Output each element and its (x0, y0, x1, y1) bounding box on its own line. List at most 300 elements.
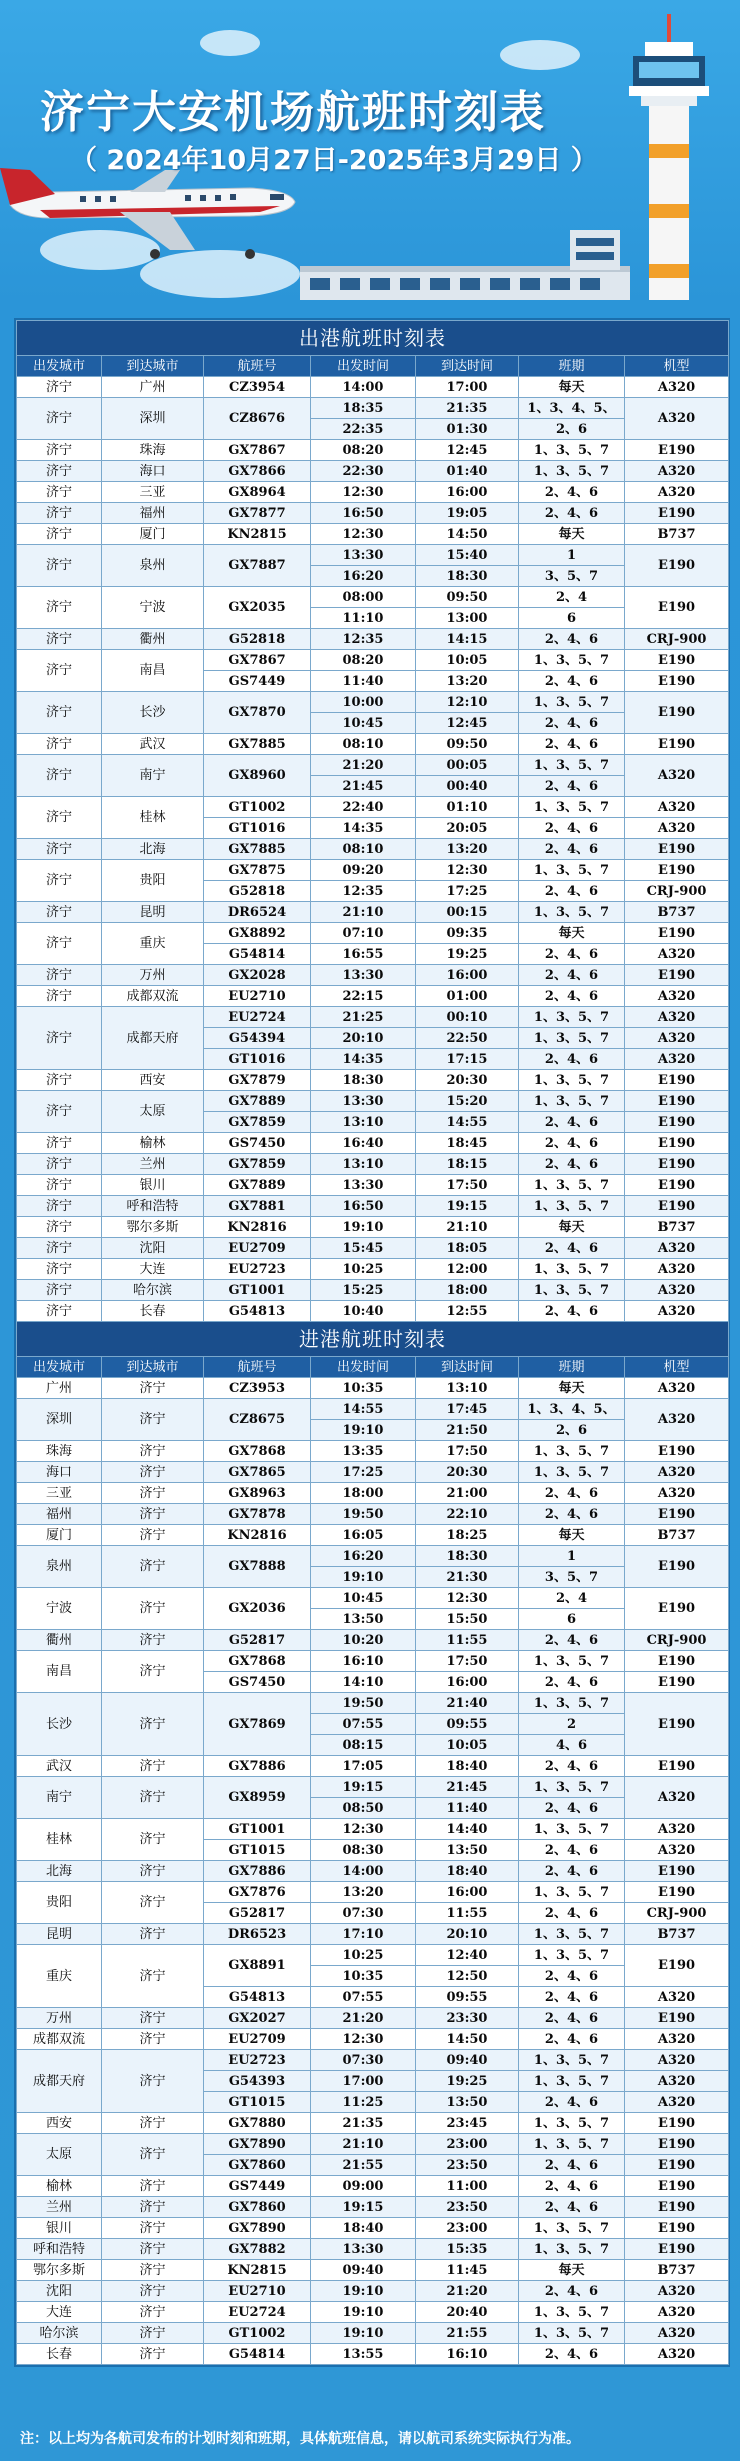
column-header: 到达城市 (102, 1357, 204, 1378)
arrival-time: 00:05 (416, 755, 519, 776)
flight-number: KN2816 (204, 1525, 311, 1546)
arrival-time: 13:00 (416, 608, 519, 629)
destination-city: 大连 (102, 1259, 204, 1280)
departure-time: 13:30 (311, 2239, 416, 2260)
arrival-time: 16:00 (416, 1882, 519, 1903)
schedule-days: 2、4、6 (519, 2197, 625, 2218)
flight-row (17, 1259, 729, 1280)
destination-city: 沈阳 (102, 1238, 204, 1259)
schedule-days: 2、6 (519, 419, 625, 440)
aircraft-type: A320 (625, 482, 729, 503)
schedule-days: 2、4、6 (519, 881, 625, 902)
arrival-time: 18:40 (416, 1756, 519, 1777)
departure-time: 21:35 (311, 2113, 416, 2134)
departure-time: 13:30 (311, 545, 416, 566)
departure-time: 20:10 (311, 1028, 416, 1049)
destination-city: 济宁 (102, 2260, 204, 2281)
origin-city: 昆明 (17, 1924, 102, 1945)
schedule-days: 2、4、6 (519, 1504, 625, 1525)
flight-row (17, 1945, 729, 1966)
aircraft-type: A320 (625, 1028, 729, 1049)
aircraft-type: E190 (625, 1175, 729, 1196)
aircraft-type: A320 (625, 1819, 729, 1840)
aircraft-type: E190 (625, 965, 729, 986)
flight-number: GX7870 (204, 692, 311, 734)
departure-time: 10:20 (311, 1630, 416, 1651)
flight-row (17, 2176, 729, 2197)
arrival-time: 22:10 (416, 1504, 519, 1525)
flight-row (17, 923, 729, 944)
origin-city: 南昌 (17, 1651, 102, 1693)
flight-number: GX7866 (204, 461, 311, 482)
column-header: 航班号 (204, 356, 311, 377)
departure-time: 13:10 (311, 1112, 416, 1133)
destination-city: 济宁 (102, 1441, 204, 1462)
departure-time: 16:20 (311, 566, 416, 587)
origin-city: 衢州 (17, 1630, 102, 1651)
destination-city: 成都双流 (102, 986, 204, 1007)
aircraft-type: A320 (625, 818, 729, 839)
schedule-days: 1、3、5、7 (519, 1259, 625, 1280)
destination-city: 北海 (102, 839, 204, 860)
destination-city: 济宁 (102, 1525, 204, 1546)
schedule-days: 2、4、6 (519, 1049, 625, 1070)
destination-city: 济宁 (102, 1756, 204, 1777)
origin-city: 武汉 (17, 1756, 102, 1777)
aircraft-type: A320 (625, 2323, 729, 2344)
origin-city: 太原 (17, 2134, 102, 2176)
flight-row (17, 2134, 729, 2155)
aircraft-type: E190 (625, 440, 729, 461)
flight-number: CZ3953 (204, 1378, 311, 1399)
arrival-time: 17:50 (416, 1175, 519, 1196)
aircraft-type: A320 (625, 1007, 729, 1028)
arrival-time: 22:50 (416, 1028, 519, 1049)
aircraft-type: E190 (625, 1756, 729, 1777)
origin-city: 济宁 (17, 482, 102, 503)
flight-number: GX7867 (204, 650, 311, 671)
cloud-decoration (500, 40, 580, 70)
schedule-days: 2、4、6 (519, 1672, 625, 1693)
flight-row (17, 1588, 729, 1609)
origin-city: 济宁 (17, 923, 102, 965)
aircraft-type: CRJ-900 (625, 881, 729, 902)
flight-number: GX7868 (204, 1441, 311, 1462)
schedule-days: 1、3、5、7 (519, 902, 625, 923)
destination-city: 西安 (102, 1070, 204, 1091)
flight-row (17, 2029, 729, 2050)
origin-city: 桂林 (17, 1819, 102, 1861)
aircraft-type: A320 (625, 755, 729, 797)
destination-city: 深圳 (102, 398, 204, 440)
departure-time: 12:35 (311, 881, 416, 902)
schedule-days: 1、3、5、7 (519, 1007, 625, 1028)
destination-city: 济宁 (102, 1378, 204, 1399)
schedule-days: 2、4、6 (519, 734, 625, 755)
destination-city: 济宁 (102, 2029, 204, 2050)
arrival-time: 15:50 (416, 1609, 519, 1630)
origin-city: 济宁 (17, 440, 102, 461)
aircraft-type: A320 (625, 1259, 729, 1280)
origin-city: 鄂尔多斯 (17, 2260, 102, 2281)
schedule-days: 1、3、5、7 (519, 2134, 625, 2155)
destination-city: 济宁 (102, 1588, 204, 1630)
departure-time: 18:40 (311, 2218, 416, 2239)
flight-number: GX8959 (204, 1777, 311, 1819)
flight-row (17, 839, 729, 860)
arrival-time: 13:20 (416, 839, 519, 860)
destination-city: 济宁 (102, 1546, 204, 1588)
aircraft-type: A320 (625, 986, 729, 1007)
flight-number: GX8892 (204, 923, 311, 944)
flight-row (17, 1091, 729, 1112)
origin-city: 济宁 (17, 1070, 102, 1091)
flight-row (17, 1217, 729, 1238)
aircraft-type: A320 (625, 398, 729, 440)
schedule-days: 1、3、5、7 (519, 755, 625, 776)
arrival-time: 10:05 (416, 650, 519, 671)
flight-number: GT1015 (204, 1840, 311, 1861)
arrival-time: 12:30 (416, 1588, 519, 1609)
origin-city: 济宁 (17, 1238, 102, 1259)
flight-row (17, 461, 729, 482)
arrival-time: 12:45 (416, 713, 519, 734)
flight-number: GX2036 (204, 1588, 311, 1630)
schedule-days: 每天 (519, 1525, 625, 1546)
aircraft-type: E190 (625, 1546, 729, 1588)
flight-number: GS7449 (204, 671, 311, 692)
arrival-time: 13:20 (416, 671, 519, 692)
arrival-time: 19:05 (416, 503, 519, 524)
flight-row (17, 2323, 729, 2344)
destination-city: 珠海 (102, 440, 204, 461)
aircraft-type: A320 (625, 1987, 729, 2008)
date-range: （ 2024年10月27日-2025年3月29日 ） (70, 145, 598, 176)
departure-time: 16:50 (311, 1196, 416, 1217)
departure-time: 12:30 (311, 482, 416, 503)
flight-number: GX7869 (204, 1693, 311, 1756)
flight-row (17, 965, 729, 986)
schedule-days: 2、4、6 (519, 2008, 625, 2029)
destination-city: 南宁 (102, 755, 204, 797)
aircraft-type: E190 (625, 587, 729, 629)
arrival-time: 09:50 (416, 734, 519, 755)
arrival-time: 19:15 (416, 1196, 519, 1217)
schedule-days: 2、4、6 (519, 1630, 625, 1651)
column-header-row (17, 356, 729, 377)
departure-time: 17:00 (311, 2071, 416, 2092)
aircraft-type: A320 (625, 2092, 729, 2113)
arrival-time: 23:45 (416, 2113, 519, 2134)
terminal-building-illustration (300, 230, 630, 300)
aircraft-type: CRJ-900 (625, 1903, 729, 1924)
column-header: 到达时间 (416, 356, 519, 377)
arrival-time: 16:00 (416, 482, 519, 503)
flight-number: GX7886 (204, 1861, 311, 1882)
schedule-days: 1、3、5、7 (519, 2302, 625, 2323)
origin-city: 济宁 (17, 1133, 102, 1154)
departure-time: 07:55 (311, 1714, 416, 1735)
schedule-days: 1、3、5、7 (519, 1091, 625, 1112)
arrival-time: 12:50 (416, 1966, 519, 1987)
origin-city: 泉州 (17, 1546, 102, 1588)
origin-city: 南宁 (17, 1777, 102, 1819)
arrival-time: 12:30 (416, 860, 519, 881)
timetable-panel (14, 318, 730, 2367)
aircraft-type: A320 (625, 1049, 729, 1070)
origin-city: 宁波 (17, 1588, 102, 1630)
departure-time: 10:25 (311, 1945, 416, 1966)
aircraft-type: E190 (625, 650, 729, 671)
section-title-row (17, 1322, 729, 1357)
destination-city: 衢州 (102, 629, 204, 650)
arrival-time: 21:50 (416, 1420, 519, 1441)
departure-time: 19:10 (311, 2281, 416, 2302)
aircraft-type: E190 (625, 1133, 729, 1154)
aircraft-type: CRJ-900 (625, 629, 729, 650)
aircraft-type: A320 (625, 797, 729, 818)
destination-city: 哈尔滨 (102, 1280, 204, 1301)
arrival-time: 20:10 (416, 1924, 519, 1945)
schedule-days: 6 (519, 1609, 625, 1630)
schedule-days: 2、4、6 (519, 1903, 625, 1924)
flight-number: GX7881 (204, 1196, 311, 1217)
schedule-days: 2、4、6 (519, 671, 625, 692)
cloud-decoration (200, 30, 260, 56)
origin-city: 成都双流 (17, 2029, 102, 2050)
arrival-time: 23:50 (416, 2155, 519, 2176)
flight-number: GX2035 (204, 587, 311, 629)
arrival-time: 21:00 (416, 1483, 519, 1504)
schedule-days: 2、4、6 (519, 944, 625, 965)
destination-city: 海口 (102, 461, 204, 482)
departure-time: 08:20 (311, 650, 416, 671)
arrival-time: 14:50 (416, 524, 519, 545)
aircraft-type: A320 (625, 2071, 729, 2092)
flight-number: G54393 (204, 2071, 311, 2092)
arrival-time: 23:50 (416, 2197, 519, 2218)
schedule-days: 2、4、6 (519, 2281, 625, 2302)
arrival-time: 10:05 (416, 1735, 519, 1756)
aircraft-type: A320 (625, 1777, 729, 1819)
origin-city: 济宁 (17, 1217, 102, 1238)
destination-city: 济宁 (102, 1924, 204, 1945)
departure-time: 16:55 (311, 944, 416, 965)
flight-number: GX7867 (204, 440, 311, 461)
destination-city: 太原 (102, 1091, 204, 1133)
departure-time: 07:30 (311, 1903, 416, 1924)
arrival-time: 18:00 (416, 1280, 519, 1301)
arrival-time: 17:45 (416, 1399, 519, 1420)
flight-number: GX7885 (204, 734, 311, 755)
flight-number: G52818 (204, 629, 311, 650)
flight-row (17, 1756, 729, 1777)
aircraft-type: E190 (625, 923, 729, 944)
aircraft-type: E190 (625, 692, 729, 734)
schedule-days: 2、4、6 (519, 1756, 625, 1777)
flight-row (17, 755, 729, 776)
origin-city: 哈尔滨 (17, 2323, 102, 2344)
flight-number: EU2710 (204, 2281, 311, 2302)
departure-time: 13:10 (311, 1154, 416, 1175)
arrival-time: 16:00 (416, 1672, 519, 1693)
origin-city: 长沙 (17, 1693, 102, 1756)
schedule-days: 1、3、5、7 (519, 1924, 625, 1945)
aircraft-type: A320 (625, 1378, 729, 1399)
departure-time: 17:25 (311, 1462, 416, 1483)
flight-row (17, 1483, 729, 1504)
arrival-time: 21:10 (416, 1217, 519, 1238)
origin-city: 济宁 (17, 1280, 102, 1301)
arrival-time: 21:55 (416, 2323, 519, 2344)
schedule-days: 1、3、5、7 (519, 1777, 625, 1798)
schedule-days: 1、3、5、7 (519, 440, 625, 461)
arrival-time: 18:40 (416, 1861, 519, 1882)
departure-time: 19:10 (311, 1567, 416, 1588)
origin-city: 贵阳 (17, 1882, 102, 1924)
arrival-time: 18:15 (416, 1154, 519, 1175)
aircraft-type: A320 (625, 1399, 729, 1441)
arrival-time: 09:55 (416, 1714, 519, 1735)
origin-city: 万州 (17, 2008, 102, 2029)
aircraft-type: A320 (625, 461, 729, 482)
destination-city: 济宁 (102, 2050, 204, 2113)
arrival-time: 15:20 (416, 1091, 519, 1112)
arrival-time: 11:45 (416, 2260, 519, 2281)
column-header-row (17, 1357, 729, 1378)
departure-time: 09:40 (311, 2260, 416, 2281)
flight-number: GX7878 (204, 1504, 311, 1525)
section-title: 进港航班时刻表 (17, 1322, 729, 1357)
arrival-time: 13:50 (416, 2092, 519, 2113)
origin-city: 济宁 (17, 1175, 102, 1196)
departure-time: 21:20 (311, 2008, 416, 2029)
schedule-days: 1、3、5、7 (519, 1196, 625, 1217)
destination-city: 呼和浩特 (102, 1196, 204, 1217)
destination-city: 济宁 (102, 2239, 204, 2260)
destination-city: 济宁 (102, 2134, 204, 2176)
departure-time: 19:10 (311, 2302, 416, 2323)
flight-number: CZ3954 (204, 377, 311, 398)
schedule-days: 1、3、5、7 (519, 1280, 625, 1301)
arrival-time: 16:10 (416, 2344, 519, 2365)
departure-time: 07:10 (311, 923, 416, 944)
flight-number: CZ8676 (204, 398, 311, 440)
arrival-time: 17:50 (416, 1441, 519, 1462)
arrival-time: 23:00 (416, 2134, 519, 2155)
destination-city: 鄂尔多斯 (102, 1217, 204, 1238)
arrival-time: 18:30 (416, 566, 519, 587)
flight-row (17, 377, 729, 398)
schedule-days: 2、4、6 (519, 1301, 625, 1322)
column-header: 到达城市 (102, 356, 204, 377)
schedule-days: 1、3、5、7 (519, 2113, 625, 2134)
destination-city: 宁波 (102, 587, 204, 629)
schedule-days: 4、6 (519, 1735, 625, 1756)
flight-number: GX7860 (204, 2155, 311, 2176)
departure-time: 14:00 (311, 1861, 416, 1882)
origin-city: 济宁 (17, 839, 102, 860)
departure-time: 21:45 (311, 776, 416, 797)
departure-time: 16:50 (311, 503, 416, 524)
schedule-days: 每天 (519, 524, 625, 545)
flight-row (17, 2260, 729, 2281)
flight-number: GT1016 (204, 1049, 311, 1070)
aircraft-type: A320 (625, 2302, 729, 2323)
arrival-time: 01:30 (416, 419, 519, 440)
flight-number: G54814 (204, 944, 311, 965)
schedule-days: 1、3、5、7 (519, 461, 625, 482)
departure-time: 13:55 (311, 2344, 416, 2365)
flight-row (17, 986, 729, 1007)
origin-city: 兰州 (17, 2197, 102, 2218)
departure-time: 11:40 (311, 671, 416, 692)
destination-city: 济宁 (102, 1462, 204, 1483)
origin-city: 西安 (17, 2113, 102, 2134)
arrival-time: 18:25 (416, 1525, 519, 1546)
destination-city: 武汉 (102, 734, 204, 755)
arrival-time: 20:30 (416, 1462, 519, 1483)
departure-time: 13:35 (311, 1441, 416, 1462)
origin-city: 济宁 (17, 1196, 102, 1217)
flight-number: GX2028 (204, 965, 311, 986)
flight-row (17, 1546, 729, 1567)
flight-row (17, 1441, 729, 1462)
arrival-time: 00:40 (416, 776, 519, 797)
schedule-days: 2、4、6 (519, 2092, 625, 2113)
schedule-days: 1 (519, 545, 625, 566)
departure-time: 13:20 (311, 1882, 416, 1903)
aircraft-type: E190 (625, 1504, 729, 1525)
flight-number: GT1002 (204, 2323, 311, 2344)
flight-number: CZ8675 (204, 1399, 311, 1441)
section-title: 出港航班时刻表 (17, 321, 729, 356)
departure-time: 18:30 (311, 1070, 416, 1091)
flight-number: EU2724 (204, 1007, 311, 1028)
arrival-time: 19:25 (416, 944, 519, 965)
aircraft-type: E190 (625, 2176, 729, 2197)
column-header: 出发城市 (17, 1357, 102, 1378)
arrival-time: 09:35 (416, 923, 519, 944)
destination-city: 济宁 (102, 1819, 204, 1861)
flight-number: EU2723 (204, 2050, 311, 2071)
arrival-time: 01:10 (416, 797, 519, 818)
origin-city: 重庆 (17, 1945, 102, 2008)
aircraft-type: E190 (625, 2197, 729, 2218)
aircraft-type: A320 (625, 944, 729, 965)
destination-city: 济宁 (102, 1861, 204, 1882)
flight-number: GX7890 (204, 2134, 311, 2155)
destination-city: 泉州 (102, 545, 204, 587)
flight-row (17, 1070, 729, 1091)
flight-row (17, 650, 729, 671)
flight-row (17, 1238, 729, 1259)
aircraft-type: A320 (625, 1238, 729, 1259)
schedule-days: 2、4、6 (519, 1483, 625, 1504)
schedule-days: 1、3、5、7 (519, 692, 625, 713)
timetable-body (17, 321, 729, 2365)
schedule-days: 2、4、6 (519, 1112, 625, 1133)
destination-city: 济宁 (102, 2176, 204, 2197)
arrival-time: 11:55 (416, 1903, 519, 1924)
arrival-time: 14:40 (416, 1819, 519, 1840)
flight-number: GX7882 (204, 2239, 311, 2260)
destination-city: 济宁 (102, 2323, 204, 2344)
schedule-days: 1 (519, 1546, 625, 1567)
departure-time: 08:50 (311, 1798, 416, 1819)
origin-city: 济宁 (17, 755, 102, 797)
schedule-days: 1、3、5、7 (519, 2218, 625, 2239)
